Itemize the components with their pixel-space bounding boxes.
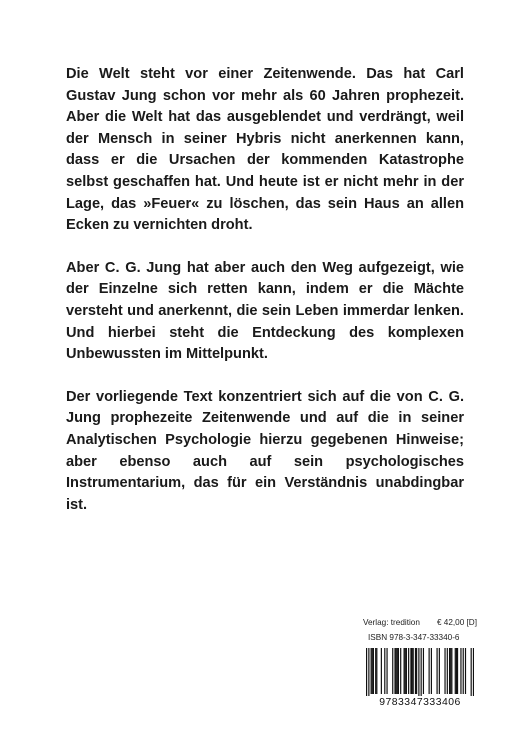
barcode-bar bbox=[373, 648, 374, 694]
barcode-bar bbox=[386, 648, 387, 694]
barcode-bar bbox=[431, 648, 432, 694]
barcode-bar bbox=[473, 648, 474, 696]
barcode-bar bbox=[423, 648, 424, 694]
isbn-barcode bbox=[366, 648, 474, 696]
barcode-bar bbox=[375, 648, 376, 694]
barcode-bar bbox=[421, 648, 422, 696]
barcode-bar bbox=[396, 648, 397, 694]
barcode-bar bbox=[366, 648, 367, 696]
isbn-label: ISBN 978-3-347-33340-6 bbox=[368, 633, 460, 642]
imprint-block bbox=[363, 617, 477, 708]
publisher-price-line bbox=[363, 617, 477, 628]
barcode-bar bbox=[455, 648, 456, 694]
barcode-bar bbox=[394, 648, 395, 694]
barcode-bar bbox=[465, 648, 466, 694]
blurb-paragraph-3: Der vorliegende Text konzentriert sich auf die von C. G. Jung prophezeite Zeitenwende und auf die in seiner Analytischen Psychologie hierzu gegebenen Hinweise; aber ebenso auch auf sein psychologisches Instrumentarium, das für ein Verständnis unabdingbar ist. bbox=[66, 388, 464, 513]
barcode-bar bbox=[408, 648, 409, 694]
publisher-label: Verlag: tredition bbox=[363, 618, 420, 627]
barcode-bar bbox=[413, 648, 414, 694]
barcode-bar bbox=[436, 648, 437, 694]
barcode-bar bbox=[418, 648, 419, 696]
barcode-bar bbox=[460, 648, 461, 694]
barcode-bar bbox=[372, 648, 373, 694]
blurb-text bbox=[66, 64, 464, 537]
barcode-bar bbox=[439, 648, 440, 694]
barcode-bar bbox=[397, 648, 398, 694]
barcode-bar bbox=[429, 648, 430, 694]
price-label: € 42,00 [D] bbox=[436, 618, 477, 627]
barcode-bar bbox=[447, 648, 448, 694]
barcode-bar bbox=[450, 648, 451, 694]
barcode-bar bbox=[404, 648, 405, 694]
barcode-bar bbox=[471, 648, 472, 696]
barcode-bar bbox=[406, 648, 407, 694]
barcode-bar bbox=[410, 648, 411, 694]
barcode-bar bbox=[405, 648, 406, 694]
barcode-bar bbox=[457, 648, 458, 694]
barcode-bar bbox=[392, 648, 393, 694]
barcode-bar bbox=[384, 648, 385, 694]
barcode-bar bbox=[416, 648, 417, 694]
barcode-bar bbox=[449, 648, 450, 694]
barcode-bar bbox=[400, 648, 401, 694]
barcode-bar bbox=[451, 648, 452, 694]
blurb-paragraph-1: Die Welt steht vor einer Zeitenwende. Das hat Carl Gustav Jung schon vor mehr als 60 Jahren prophezeit. Aber die Welt hat das ausgeblendet und verdrängt, weil der Mensch in seiner Hybris nicht anerkennen kann, dass er die Ursachen der kommenden Katastrophe selbst geschaffen hat. Und heute ist er nicht mehr in der Lage, das »Feuer« zu löschen, das sein Haus an allen Ecken zu vernichten droht. bbox=[66, 66, 464, 234]
barcode-bar bbox=[381, 648, 382, 694]
barcode-bar bbox=[376, 648, 377, 694]
barcode-bar bbox=[371, 648, 372, 694]
barcode-bar bbox=[368, 648, 369, 696]
barcode-bar bbox=[415, 648, 416, 694]
barcode-bar bbox=[444, 648, 445, 694]
barcode-bar bbox=[456, 648, 457, 694]
blurb-paragraph-2: Aber C. G. Jung hat aber auch den Weg aufgezeigt, wie der Einzelne sich retten kann, indem er die Mächte versteht und anerkennt, die sein Leben immerdar lenken. Und hierbei steht die Entdeckung des komplexen Unbewussten im Mittelpunkt. bbox=[66, 259, 464, 363]
barcode-bar bbox=[398, 648, 399, 694]
barcode-bar bbox=[463, 648, 464, 694]
barcode-digits: 9783347333406 bbox=[379, 697, 461, 708]
barcode-bar bbox=[411, 648, 412, 694]
